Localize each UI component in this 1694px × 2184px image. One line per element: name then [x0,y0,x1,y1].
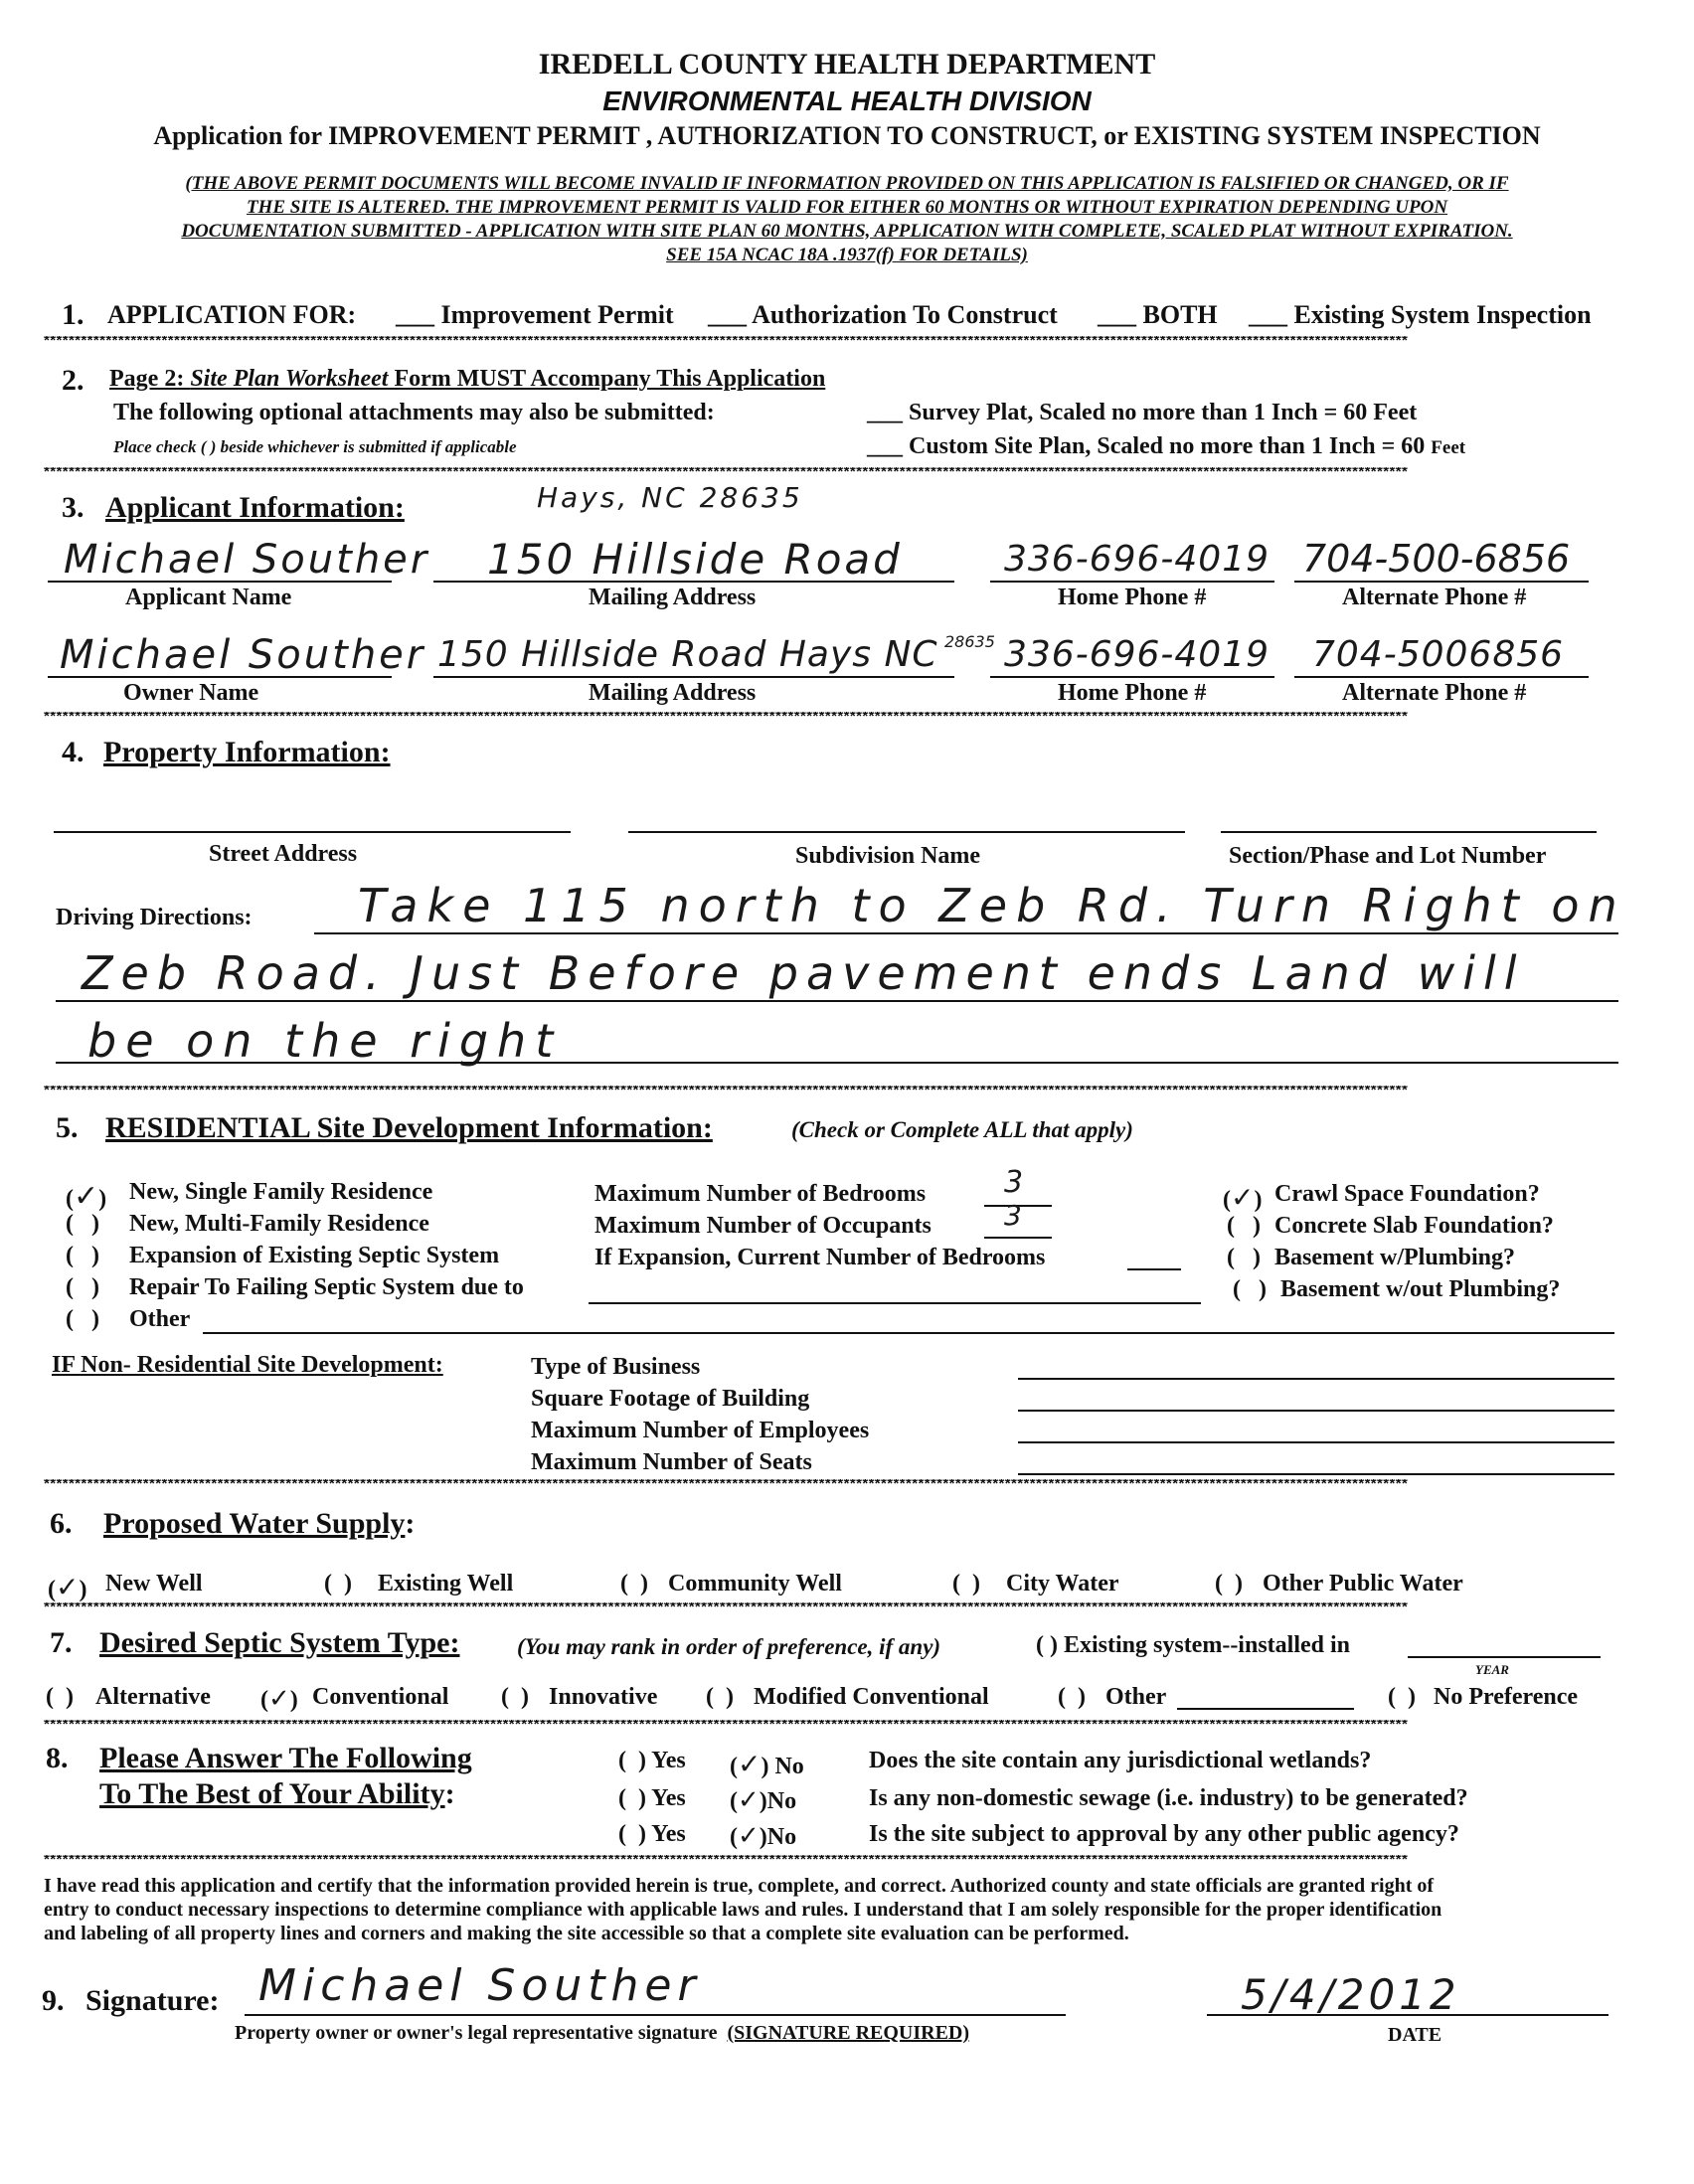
wetlands-question: Does the site contain any jurisdictional wetlands? [869,1748,1372,1773]
basement-no-plumbing-label: Basement w/out Plumbing? [1280,1276,1561,1302]
other-septic-checkbox[interactable]: ( ) [1058,1684,1086,1710]
water-supply-title: Proposed Water Supply: [103,1507,416,1540]
owner-name-value[interactable]: Michael Souther [60,632,426,678]
non-residential-label: IF Non- Residential Site Development: [52,1352,443,1378]
repair-label: Repair To Failing Septic System due to [129,1274,524,1300]
home-phone-label: Home Phone # [1058,680,1207,706]
certification-line-2: entry to conduct necessary inspections to determine compliance with applicable laws and rules. I understand that I am solely responsible for the proper identification [44,1899,1442,1921]
new-single-family-checkbox[interactable]: (✓) [66,1179,107,1214]
owner-alt-phone-value[interactable]: 704-5006856 [1312,634,1565,675]
best-of-ability-title: To The Best of Your Ability: [99,1777,455,1810]
septic-type-title: Desired Septic System Type: [99,1626,460,1659]
date-caption: DATE [1388,2024,1442,2046]
section-3-number: 3. [62,491,85,524]
expansion-checkbox[interactable]: ( ) [66,1243,99,1268]
applicant-info-title: Applicant Information: [105,491,405,524]
subdivision-name-label: Subdivision Name [795,843,981,869]
sewage-no[interactable]: (✓)No [730,1785,797,1815]
mailing-address-label: Mailing Address [589,585,757,610]
no-preference-checkbox[interactable]: ( ) [1388,1684,1416,1710]
section-1-number: 1. [62,298,85,331]
other-public-water-checkbox[interactable]: ( ) [1215,1571,1243,1596]
certification-line-1: I have read this application and certify that the information provided herein is true, complete, and correct. Authorized county and state officials are granted right of [44,1875,1435,1897]
notice-line-3: DOCUMENTATION SUBMITTED - APPLICATION WITH SITE PLAN 60 MONTHS, APPLICATION WITH COMPLETE, SCALED PLAT WITHOUT EXPIRATION. [181,221,1513,242]
community-well-label: Community Well [668,1571,842,1596]
residential-note: (Check or Complete ALL that apply) [791,1117,1133,1142]
department-title: IREDELL COUNTY HEALTH DEPARTMENT [538,48,1156,81]
concrete-slab-label: Concrete Slab Foundation? [1274,1213,1554,1239]
owner-address-value[interactable]: 150 Hillside Road Hays NC [437,634,938,675]
alternative-label: Alternative [95,1684,211,1710]
division-title: ENVIRONMENTAL HEALTH DIVISION [602,85,1092,116]
conventional-checkbox[interactable]: (✓) [260,1684,298,1714]
both-option[interactable]: ___ BOTH [1098,300,1218,329]
new-well-checkbox[interactable]: (✓) [48,1571,87,1603]
modified-conventional-label: Modified Conventional [754,1684,989,1710]
modified-conventional-checkbox[interactable]: ( ) [706,1684,734,1710]
no-preference-label: No Preference [1434,1684,1579,1710]
site-plan-requirement: Page 2: Site Plan Worksheet Form MUST Accompany This Application [109,366,826,392]
handwritten-city: Hays, NC 28635 [537,481,803,514]
owner-home-phone-value[interactable]: 336-696-4019 [1004,634,1270,675]
crawl-space-checkbox[interactable]: (✓) [1223,1181,1263,1214]
owner-name-label: Owner Name [123,680,259,706]
sewage-question: Is any non-domestic sewage (i.e. industry) to be generated? [869,1785,1468,1811]
survey-plat-option[interactable]: ___ Survey Plat, Scaled no more than 1 Inch = 60 Feet [867,400,1418,425]
agency-question: Is the site subject to approval by any other public agency? [869,1821,1459,1847]
basement-no-plumbing-checkbox[interactable]: ( ) [1233,1276,1267,1302]
square-footage-label: Square Footage of Building [531,1386,810,1412]
mailing-address-label: Mailing Address [589,680,757,706]
innovative-label: Innovative [549,1684,658,1710]
signature-caption: Property owner or owner's legal representative signature (SIGNATURE REQUIRED) [235,2022,970,2044]
max-bedrooms-value[interactable]: 3 [1004,1165,1027,1200]
section-4-number: 4. [62,736,85,768]
application-title: Application for IMPROVEMENT PERMIT , AUTHORIZATION TO CONSTRUCT, or EXISTING SYSTEM INSPECTION [153,121,1541,150]
driving-directions-label: Driving Directions: [56,905,253,930]
max-employees-label: Maximum Number of Employees [531,1418,870,1443]
divider-stars: **************************************************************************************************************************************************************************************************************************** [44,1602,1409,1612]
applicant-address-value[interactable]: 150 Hillside Road [487,535,903,584]
max-occupants-value[interactable]: 3 [1004,1199,1025,1232]
wetlands-yes[interactable]: ( ) Yes [618,1748,686,1773]
current-bedrooms-label: If Expansion, Current Number of Bedrooms [594,1245,1046,1270]
city-water-label: City Water [1006,1571,1119,1596]
section-lot-label: Section/Phase and Lot Number [1229,843,1547,869]
type-of-business-label: Type of Business [531,1354,701,1380]
concrete-slab-checkbox[interactable]: ( ) [1227,1213,1261,1239]
applicant-alt-phone-value[interactable]: 704-500-6856 [1302,537,1571,581]
other-checkbox[interactable]: ( ) [66,1306,99,1332]
crawl-space-label: Crawl Space Foundation? [1274,1181,1540,1207]
please-answer-title: Please Answer The Following [99,1742,472,1774]
certification-line-3: and labeling of all property lines and corners and making the site accessible so that a complete site evaluation can be performed. [44,1923,1129,1944]
owner-zip-value[interactable]: 28635 [944,632,995,651]
conventional-label: Conventional [312,1684,449,1710]
multi-family-label: New, Multi-Family Residence [129,1211,429,1237]
basement-plumbing-label: Basement w/Plumbing? [1274,1245,1516,1270]
sewage-yes[interactable]: ( ) Yes [618,1785,686,1811]
date-value[interactable]: 5/4/2012 [1241,1970,1460,2019]
basement-plumbing-checkbox[interactable]: ( ) [1227,1245,1261,1270]
section-2-number: 2. [62,364,85,397]
new-single-family-label: New, Single Family Residence [129,1179,433,1205]
innovative-checkbox[interactable]: ( ) [501,1684,529,1710]
signature-value[interactable]: Michael Souther [258,1960,702,2011]
max-occupants-label: Maximum Number of Occupants [594,1213,932,1239]
improvement-permit-option[interactable]: ___ Improvement Permit [396,300,674,329]
section-6-number: 6. [50,1507,73,1540]
application-for-label: APPLICATION FOR: [107,300,357,329]
max-seats-label: Maximum Number of Seats [531,1449,812,1475]
expansion-label: Expansion of Existing Septic System [129,1243,500,1268]
existing-well-checkbox[interactable]: ( ) [324,1571,352,1596]
alternate-phone-label: Alternate Phone # [1342,585,1527,610]
divider-stars: **************************************************************************************************************************************************************************************************************************** [44,1720,1409,1730]
alternate-phone-label: Alternate Phone # [1342,680,1527,706]
notice-line-4: SEE 15A NCAC 18A .1937(f) FOR DETAILS) [666,245,1028,265]
divider-stars: **************************************************************************************************************************************************************************************************************************** [44,712,1409,722]
optional-attachments-text: The following optional attachments may also be submitted: [113,400,715,425]
property-info-title: Property Information: [103,736,391,768]
authorization-to-construct-option[interactable]: ___ Authorization To Construct [708,300,1058,329]
existing-system-option[interactable]: ( ) Existing system--installed in [1036,1632,1351,1658]
agency-yes[interactable]: ( ) Yes [618,1821,686,1847]
new-well-label: New Well [105,1571,203,1596]
place-check-note: Place check ( ) beside whichever is submitted if applicable [113,437,517,456]
divider-stars: **************************************************************************************************************************************************************************************************************************** [44,1086,1409,1095]
home-phone-label: Home Phone # [1058,585,1207,610]
notice-line-2: THE SITE IS ALTERED. THE IMPROVEMENT PERMIT IS VALID FOR EITHER 60 MONTHS OR WITHOUT EXPIRATION DEPENDING UPON [246,197,1448,218]
directions-line-1[interactable]: Take 115 north to Zeb Rd. Turn Right on [358,879,1626,932]
divider-stars: **************************************************************************************************************************************************************************************************************************** [44,1479,1409,1489]
multi-family-checkbox[interactable]: ( ) [66,1211,99,1237]
section-7-number: 7. [50,1626,73,1659]
section-5-number: 5. [56,1111,79,1144]
residential-title: RESIDENTIAL Site Development Information: [105,1111,713,1144]
directions-line-3[interactable]: be on the right [87,1014,563,1068]
community-well-checkbox[interactable]: ( ) [620,1571,648,1596]
septic-type-note: (You may rank in order of preference, if any) [517,1634,941,1659]
applicant-home-phone-value[interactable]: 336-696-4019 [1004,539,1270,580]
directions-line-2[interactable]: Zeb Road. Just Before pavement ends Land will [82,946,1525,1000]
city-water-checkbox[interactable]: ( ) [952,1571,980,1596]
section-8-number: 8. [46,1742,69,1774]
other-septic-label: Other [1105,1684,1167,1710]
max-bedrooms-label: Maximum Number of Bedrooms [594,1181,927,1207]
repair-checkbox[interactable]: ( ) [66,1274,99,1300]
applicant-name-value[interactable]: Michael Souther [64,537,430,583]
divider-stars: **************************************************************************************************************************************************************************************************************************** [44,467,1409,477]
agency-no[interactable]: (✓)No [730,1821,797,1851]
divider-stars: **************************************************************************************************************************************************************************************************************************** [44,336,1409,346]
alternative-checkbox[interactable]: ( ) [46,1684,74,1710]
existing-well-label: Existing Well [378,1571,514,1596]
existing-system-inspection-option[interactable]: ___ Existing System Inspection [1249,300,1592,329]
other-label: Other [129,1306,191,1332]
section-9-number: 9. [42,1984,65,2017]
notice-line-1: (THE ABOVE PERMIT DOCUMENTS WILL BECOME INVALID IF INFORMATION PROVIDED ON THIS APPLICATION IS FALSIFIED OR CHANGED, OR IF [185,173,1509,194]
applicant-name-label: Applicant Name [125,585,292,610]
signature-label: Signature: [85,1984,220,2017]
year-caption: YEAR [1475,1662,1509,1677]
street-address-label: Street Address [209,841,358,867]
wetlands-no[interactable]: (✓) No [730,1748,804,1780]
divider-stars: **************************************************************************************************************************************************************************************************************************** [44,1855,1409,1865]
custom-site-plan-option[interactable]: ___ Custom Site Plan, Scaled no more than 1 Inch = 60 Feet [867,433,1466,459]
other-public-water-label: Other Public Water [1263,1571,1463,1596]
